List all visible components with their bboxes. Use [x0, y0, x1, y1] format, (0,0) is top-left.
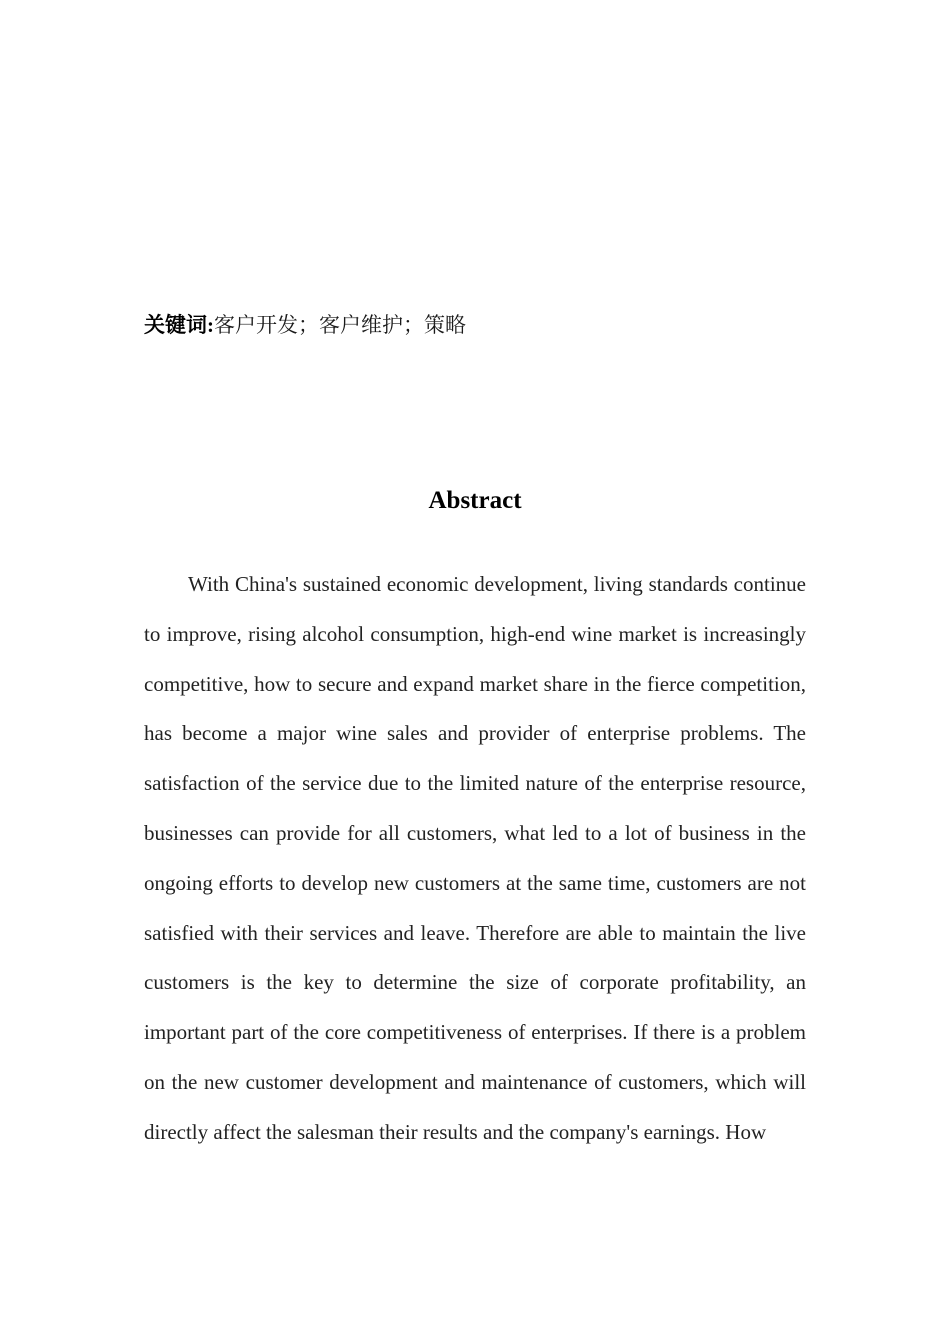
keywords-label: 关键词:: [144, 313, 214, 337]
keywords-value: 客户开发；客户维护；策略: [214, 313, 466, 337]
keywords-line: [144, 310, 466, 340]
abstract-heading: Abstract: [428, 487, 522, 514]
abstract-paragraph: With China's sustained economic development, living standards continue to improve, rising alcohol consumption, high-end wine market is increasingly competitive, how to secure and expand market share in the fierce competition, has become a major wine sales and provider of enterprise problems. The satisfaction of the service due to the limited nature of the enterprise resource, businesses can provide for all customers, what led to a lot of business in the ongoing efforts to develop new customers at the same time, customers are not satisfied with their services and leave. Therefore are able to maintain the live customers is the key to determine the size of corporate profitability, an important part of the core competitiveness of enterprises. If there is a problem on the new customer development and maintenance of customers, which will directly affect the salesman their results and the company's earnings. How: [144, 572, 806, 1144]
